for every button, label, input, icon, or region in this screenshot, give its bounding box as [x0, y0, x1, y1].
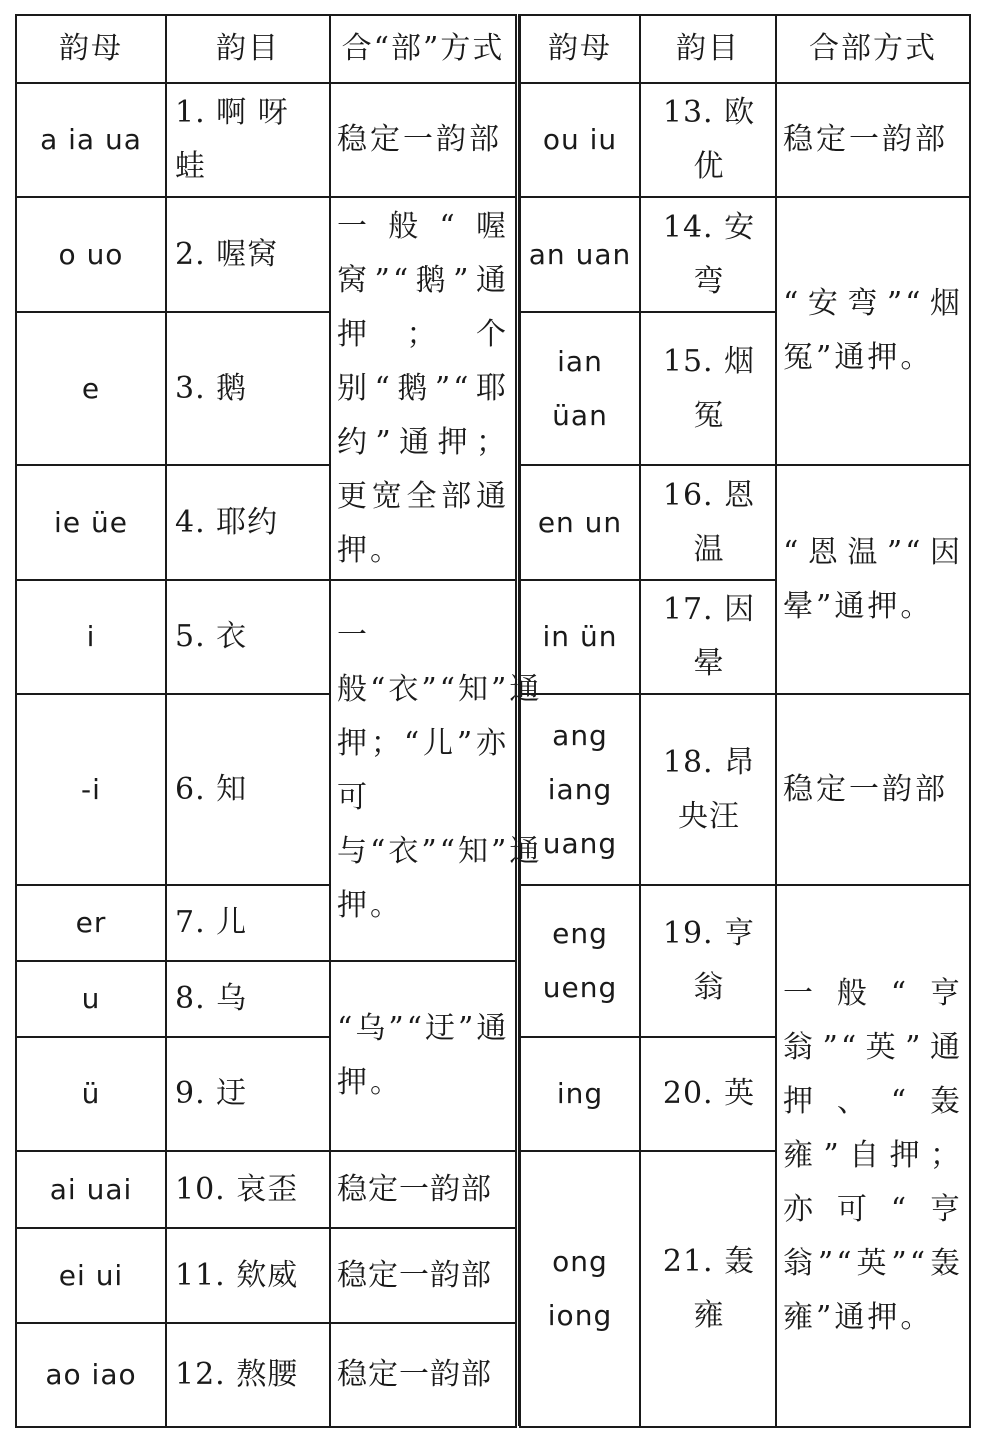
rhyme-cell: 10. 哀歪 — [166, 1151, 330, 1228]
finals-cell: in ün — [520, 580, 640, 694]
finals-cell: ou iu — [520, 83, 640, 197]
rhyme-cell: 8. 乌 — [166, 961, 330, 1037]
mode-cell: 稳定一韵部 — [776, 694, 970, 885]
rhyme-cell: 16. 恩温 — [640, 465, 776, 580]
mode-cell: “乌”“迂”通押。 — [330, 961, 516, 1151]
finals-cell: u — [16, 961, 166, 1037]
header-rhyme: 韵目 — [640, 15, 776, 83]
mode-cell: 一般“喔窝”“鹅”通押；个别“鹅”“耶约”通押；更宽全部通押。 — [330, 197, 516, 580]
rhyme-cell: 1. 啊 呀 蛙 — [166, 83, 330, 197]
rhyme-cell: 5. 衣 — [166, 580, 330, 694]
rhyme-cell: 4. 耶约 — [166, 465, 330, 580]
rhyme-cell: 13. 欧优 — [640, 83, 776, 197]
finals-cell: ian üan — [520, 312, 640, 465]
finals-cell: eng ueng — [520, 885, 640, 1037]
mode-cell: 一般“亨翁”“英”通押、“轰雍”自押；亦可“亨翁”“英”“轰雍”通押。 — [776, 885, 970, 1427]
finals-cell: er — [16, 885, 166, 961]
finals-cell: a ia ua — [16, 83, 166, 197]
rhyme-cell: 9. 迂 — [166, 1037, 330, 1151]
rhyme-table-figure — [15, 14, 969, 1426]
finals-cell: ang iang uang — [520, 694, 640, 885]
finals-cell: ü — [16, 1037, 166, 1151]
rhyme-cell: 15. 烟冤 — [640, 312, 776, 465]
mode-cell: 稳定一韵部 — [330, 1151, 516, 1228]
rhyme-cell: 18. 昂央汪 — [640, 694, 776, 885]
mode-cell: 稳定一韵部 — [330, 1323, 516, 1427]
finals-cell: ei ui — [16, 1228, 166, 1323]
rhyme-table-left — [15, 14, 543, 1428]
mode-cell: 一般“衣”“知”通押；“儿”亦可与“衣”“知”通押。 — [330, 580, 516, 961]
finals-cell: e — [16, 312, 166, 465]
finals-cell: en un — [520, 465, 640, 580]
finals-cell: ie üe — [16, 465, 166, 580]
mode-cell: “安弯”“烟冤”通押。 — [776, 197, 970, 465]
rhyme-cell: 19. 亨翁 — [640, 885, 776, 1037]
finals-cell: o uo — [16, 197, 166, 312]
mode-cell: “恩温”“因晕”通押。 — [776, 465, 970, 694]
finals-cell: -i — [16, 694, 166, 885]
header-mode: 合“部”方式 — [330, 15, 516, 83]
rhyme-cell: 11. 欸威 — [166, 1228, 330, 1323]
finals-cell: i — [16, 580, 166, 694]
rhyme-cell: 20. 英 — [640, 1037, 776, 1151]
rhyme-cell: 2. 喔窝 — [166, 197, 330, 312]
rhyme-cell: 3. 鹅 — [166, 312, 330, 465]
finals-cell: ao iao — [16, 1323, 166, 1427]
rhyme-table-right — [519, 14, 971, 1428]
header-mode: 合部方式 — [776, 15, 970, 83]
header-rhyme: 韵目 — [166, 15, 330, 83]
mode-cell: 稳定一韵部 — [330, 83, 516, 197]
finals-cell: an uan — [520, 197, 640, 312]
rhyme-cell: 21. 轰雍 — [640, 1151, 776, 1427]
rhyme-cell: 6. 知 — [166, 694, 330, 885]
finals-cell: ong iong — [520, 1151, 640, 1427]
mode-cell: 稳定一韵部 — [776, 83, 970, 197]
rhyme-cell: 12. 熬腰 — [166, 1323, 330, 1427]
header-finals: 韵母 — [520, 15, 640, 83]
mode-cell: 稳定一韵部 — [330, 1228, 516, 1323]
rhyme-cell: 14. 安弯 — [640, 197, 776, 312]
rhyme-cell: 7. 儿 — [166, 885, 330, 961]
finals-cell: ai uai — [16, 1151, 166, 1228]
header-finals: 韵母 — [16, 15, 166, 83]
rhyme-cell: 17. 因晕 — [640, 580, 776, 694]
finals-cell: ing — [520, 1037, 640, 1151]
